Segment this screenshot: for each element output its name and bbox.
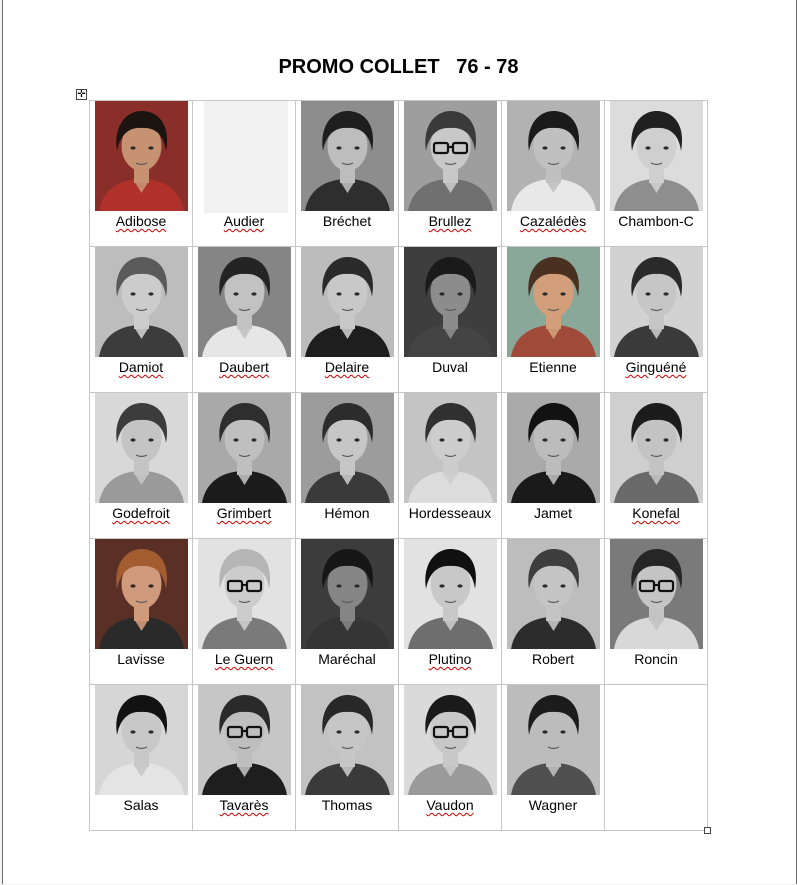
table-resize-handle-icon[interactable] [704, 827, 711, 834]
student-name: Etienne [529, 359, 577, 375]
student-cell[interactable] [193, 539, 296, 685]
student-portrait [610, 247, 703, 357]
student-cell[interactable] [296, 393, 399, 539]
student-cell[interactable] [502, 101, 605, 247]
student-portrait [610, 393, 703, 503]
student-portrait [301, 393, 394, 503]
student-name: Thomas [321, 797, 373, 813]
student-name: Konefal [632, 505, 680, 521]
student-portrait [198, 685, 291, 795]
student-cell[interactable] [502, 539, 605, 685]
student-portrait [507, 685, 600, 795]
student-cell[interactable] [296, 685, 399, 831]
student-portrait [507, 393, 600, 503]
student-name: Daubert [219, 359, 269, 375]
table-row [90, 393, 708, 539]
student-name: Audier [223, 213, 265, 229]
student-name: Maréchal [318, 651, 376, 667]
student-cell[interactable] [90, 539, 193, 685]
student-portrait [404, 393, 497, 503]
student-portrait [95, 539, 188, 649]
student-name: Bréchet [322, 213, 372, 229]
student-cell[interactable] [502, 393, 605, 539]
student-name: Vaudon [426, 797, 474, 813]
student-portrait [404, 247, 497, 357]
student-portrait [507, 247, 600, 357]
student-portrait [610, 101, 703, 211]
student-name: Duval [432, 359, 468, 375]
student-portrait [404, 685, 497, 795]
student-name: Plutino [428, 651, 472, 667]
student-portrait [507, 539, 600, 649]
student-portrait [95, 393, 188, 503]
student-cell[interactable] [296, 101, 399, 247]
student-name: Brullez [428, 213, 472, 229]
student-cell[interactable] [90, 685, 193, 831]
student-portrait [301, 101, 394, 211]
student-portrait [301, 685, 394, 795]
student-name: Robert [531, 651, 575, 667]
student-name: Damiot [118, 359, 164, 375]
empty-cell[interactable] [605, 685, 708, 831]
student-portrait [610, 539, 703, 649]
student-portrait [301, 539, 394, 649]
student-portrait [404, 539, 497, 649]
student-cell[interactable] [296, 539, 399, 685]
student-cell[interactable] [193, 101, 296, 247]
student-cell[interactable] [399, 539, 502, 685]
student-cell[interactable] [193, 247, 296, 393]
student-cell[interactable] [90, 247, 193, 393]
missing-photo-placeholder [204, 101, 288, 213]
student-cell[interactable] [193, 685, 296, 831]
student-portrait [198, 247, 291, 357]
student-name: Grimbert [216, 505, 272, 521]
student-name: Godefroit [112, 505, 170, 521]
student-cell[interactable] [605, 393, 708, 539]
student-name: Jamet [533, 505, 573, 521]
student-portrait [507, 101, 600, 211]
student-portrait [95, 247, 188, 357]
student-cell[interactable] [90, 101, 193, 247]
student-name: Hémon [324, 505, 370, 521]
student-portrait [301, 247, 394, 357]
student-portrait [95, 101, 188, 211]
student-name: Ginguéné [625, 359, 687, 375]
student-name: Salas [123, 797, 159, 813]
student-cell[interactable] [399, 101, 502, 247]
student-portrait [95, 685, 188, 795]
student-name: Adibose [115, 213, 167, 229]
student-name: Delaire [324, 359, 370, 375]
document-title: PROMO COLLET 76 - 78 [278, 56, 519, 78]
table-row [90, 101, 708, 247]
student-name: Chambon-C [618, 213, 694, 229]
student-cell[interactable] [605, 247, 708, 393]
student-name: Cazalédès [519, 213, 587, 229]
table-row [90, 685, 708, 831]
student-cell[interactable] [605, 539, 708, 685]
student-cell[interactable] [399, 685, 502, 831]
student-name: Le Guern [214, 651, 274, 667]
table-row [90, 247, 708, 393]
student-portrait [198, 393, 291, 503]
student-name: Tavarès [219, 797, 269, 813]
student-cell[interactable] [296, 247, 399, 393]
table-move-handle-icon[interactable]: ✛ [77, 89, 86, 100]
student-cell[interactable] [90, 393, 193, 539]
student-portrait [404, 101, 497, 211]
student-name: Lavisse [117, 651, 165, 667]
student-name: Hordesseaux [408, 505, 492, 521]
student-cell[interactable] [502, 247, 605, 393]
student-cell[interactable] [502, 685, 605, 831]
student-cell[interactable] [399, 393, 502, 539]
student-photo-table [89, 100, 708, 831]
student-name: Roncin [634, 651, 678, 667]
student-cell[interactable] [399, 247, 502, 393]
table-row [90, 539, 708, 685]
student-name: Wagner [528, 797, 578, 813]
student-portrait [198, 539, 291, 649]
student-cell[interactable] [193, 393, 296, 539]
student-cell[interactable] [605, 101, 708, 247]
